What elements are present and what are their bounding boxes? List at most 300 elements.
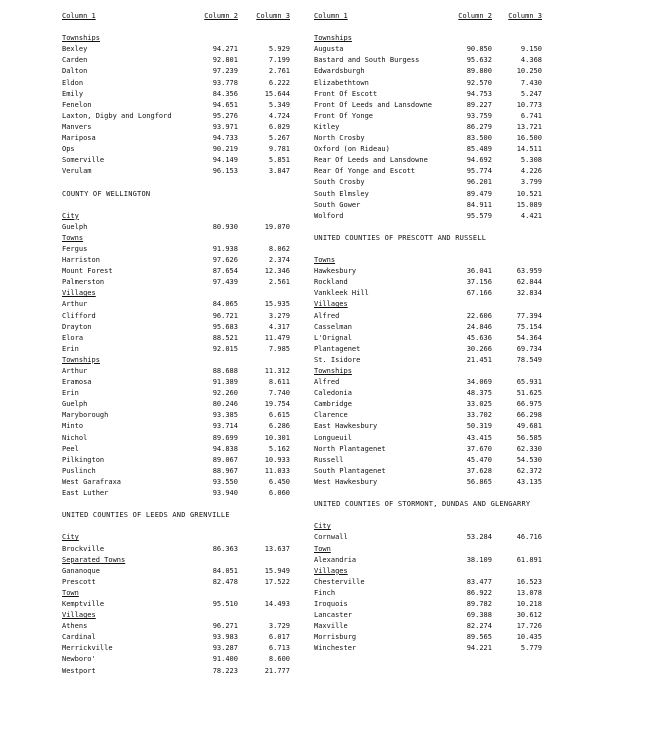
- cell-column-1: Cornwall: [314, 533, 348, 542]
- section-heading: [62, 555, 298, 566]
- cell-column-3: 11.033: [264, 466, 290, 475]
- cell-column-3: 3.799: [520, 178, 542, 187]
- table-row: [314, 177, 546, 188]
- section-heading: [62, 532, 298, 543]
- cell-column-2: 21.451: [466, 355, 492, 364]
- table-row: [62, 621, 298, 632]
- cell-column-1: Merrickville: [62, 644, 113, 653]
- blank-row: [314, 22, 546, 33]
- cell-column-3: 51.625: [516, 389, 542, 398]
- cell-column-1: Westport: [62, 666, 96, 675]
- cell-column-2: 90.219: [212, 145, 238, 154]
- cell-column-3: 6.017: [268, 633, 290, 642]
- cell-column-1: Clarence: [314, 411, 348, 420]
- cell-column-2: 95.510: [212, 599, 238, 608]
- table-row: [62, 244, 298, 255]
- cell-column-1: Puslinch: [62, 466, 96, 475]
- table-row: [314, 100, 546, 111]
- cell-column-2: 37.628: [466, 466, 492, 475]
- cell-column-3: 63.959: [516, 267, 542, 276]
- table-row: [314, 388, 546, 399]
- cell-column-3: 8.611: [268, 378, 290, 387]
- table-row: [314, 399, 546, 410]
- cell-column-3: 14.511: [516, 145, 542, 154]
- cell-column-3: 6.615: [268, 411, 290, 420]
- cell-column-1: Column 1: [314, 12, 348, 20]
- table-row: [62, 277, 298, 288]
- cell-column-3: 61.891: [516, 555, 542, 564]
- cell-column-1: Rear Of Yonge and Escott: [314, 167, 416, 176]
- cell-column-3: 65.931: [516, 378, 542, 387]
- cell-column-1: Erin: [62, 344, 79, 353]
- cell-column-3: 5.162: [268, 444, 290, 453]
- cell-column-1: South Crosby: [314, 178, 365, 187]
- blank-row: [62, 499, 298, 510]
- cell-column-3: 16.523: [516, 577, 542, 586]
- cell-column-1: Brockville: [62, 544, 105, 553]
- table-row: [314, 44, 546, 55]
- cell-column-1: Eldon: [62, 78, 84, 87]
- cell-column-2: 95.276: [212, 111, 238, 120]
- section-heading: [62, 211, 298, 222]
- cell-column-1: City: [62, 211, 79, 220]
- table-row: [314, 555, 546, 566]
- blank-row: [314, 244, 546, 255]
- cell-column-2: 53.284: [466, 533, 492, 542]
- table-row: [62, 144, 298, 155]
- cell-column-2: 91.938: [212, 244, 238, 253]
- table-row: [314, 333, 546, 344]
- cell-column-3: 15.644: [264, 89, 290, 98]
- cell-column-2: 92.015: [212, 344, 238, 353]
- table-row: [314, 144, 546, 155]
- cell-column-1: Front Of Leeds and Lansdowne: [314, 100, 433, 109]
- cell-column-3: 7.199: [268, 56, 290, 65]
- cell-column-3: 5.851: [268, 156, 290, 165]
- table-row: [62, 488, 298, 499]
- cell-column-2: 89.565: [466, 633, 492, 642]
- cell-column-2: 91.400: [212, 655, 238, 664]
- cell-column-1: South Plantagenet: [314, 466, 386, 475]
- cell-column-2: 87.654: [212, 267, 238, 276]
- table-row: [314, 322, 546, 333]
- cell-column-1: Chesterville: [314, 577, 365, 586]
- table-row: [62, 666, 298, 677]
- cell-column-2: 34.069: [466, 378, 492, 387]
- cell-column-1: Pilkington: [62, 455, 105, 464]
- cell-column-2: 93.971: [212, 122, 238, 131]
- cell-column-1: COUNTY OF WELLINGTON: [62, 189, 151, 198]
- cell-column-2: 94.753: [466, 89, 492, 98]
- cell-column-1: Iroquois: [314, 599, 348, 608]
- right-column: [314, 11, 546, 654]
- section-heading: [314, 566, 546, 577]
- cell-column-3: 66.298: [516, 411, 542, 420]
- cell-column-3: 7.740: [268, 389, 290, 398]
- cell-column-1: Carden: [62, 56, 88, 65]
- cell-column-1: Oxford (on Rideau): [314, 145, 390, 154]
- cell-column-1: Guelph: [62, 222, 88, 231]
- cell-column-3: 10.301: [264, 433, 290, 442]
- table-row: [62, 222, 298, 233]
- section-heading: [62, 355, 298, 366]
- cell-column-3: 3.279: [268, 311, 290, 320]
- cell-column-2: 84.356: [212, 89, 238, 98]
- table-row: [62, 654, 298, 665]
- cell-column-2: 80.246: [212, 400, 238, 409]
- cell-column-2: 36.041: [466, 267, 492, 276]
- cell-column-3: 10.218: [516, 599, 542, 608]
- cell-column-1: City: [314, 522, 331, 531]
- cell-column-3: 6.286: [268, 422, 290, 431]
- cell-column-1: Bastard and South Burgess: [314, 56, 420, 65]
- cell-column-2: 93.287: [212, 644, 238, 653]
- cell-column-1: Longueuil: [314, 433, 352, 442]
- table-row: [62, 477, 298, 488]
- table-row: [314, 433, 546, 444]
- table-row: [62, 599, 298, 610]
- cell-column-2: Column 2: [458, 12, 492, 20]
- cell-column-3: 78.549: [516, 355, 542, 364]
- cell-column-2: 38.109: [466, 555, 492, 564]
- table-row: [62, 433, 298, 444]
- table-row: [62, 266, 298, 277]
- cell-column-3: 11.312: [264, 367, 290, 375]
- cell-column-3: 66.975: [516, 400, 542, 409]
- cell-column-2: 84.065: [212, 300, 238, 309]
- section-heading: [314, 544, 546, 555]
- cell-column-2: 89.227: [466, 100, 492, 109]
- cell-column-3: Column 3: [256, 12, 290, 20]
- cell-column-2: 92.801: [212, 56, 238, 65]
- cell-column-2: 86.279: [466, 122, 492, 131]
- cell-column-1: Casselman: [314, 322, 352, 331]
- cell-column-1: Lancaster: [314, 611, 352, 620]
- section-heading: [62, 588, 298, 599]
- cell-column-2: 93.759: [466, 111, 492, 120]
- table-row: [62, 421, 298, 432]
- cell-column-1: Townships: [314, 367, 352, 375]
- cell-column-1: Mount Forest: [62, 267, 113, 276]
- cell-column-2: 37.670: [466, 444, 492, 453]
- cell-column-3: 69.734: [516, 344, 542, 353]
- section-heading: [314, 299, 546, 310]
- cell-column-1: Augusta: [314, 45, 344, 54]
- cell-column-1: Somerville: [62, 156, 105, 165]
- cell-column-1: Townships: [314, 34, 352, 43]
- cell-column-3: 17.522: [264, 577, 290, 586]
- section-heading: [62, 33, 298, 44]
- cell-column-3: 2.374: [268, 256, 290, 265]
- table-row: [314, 211, 546, 222]
- section-heading: [314, 521, 546, 532]
- cell-column-3: 6.713: [268, 644, 290, 653]
- cell-column-2: 89.800: [466, 67, 492, 76]
- cell-column-2: 48.375: [466, 389, 492, 398]
- cell-column-1: Fergus: [62, 244, 88, 253]
- cell-column-2: 94.733: [212, 134, 238, 143]
- cell-column-1: Arthur: [62, 300, 88, 309]
- table-row: [62, 311, 298, 322]
- blank-row: [62, 22, 298, 33]
- cell-column-3: 9.150: [520, 45, 542, 54]
- cell-column-1: West Hawkesbury: [314, 477, 378, 486]
- table-row: [62, 322, 298, 333]
- cell-column-3: 16.500: [516, 134, 542, 143]
- cell-column-2: 86.363: [212, 544, 238, 553]
- cell-column-1: Elizabethtown: [314, 78, 369, 87]
- section-heading: [62, 288, 298, 299]
- cell-column-3: 5.267: [268, 134, 290, 143]
- cell-column-2: 45.470: [466, 455, 492, 464]
- table-row: [314, 55, 546, 66]
- table-row: [314, 78, 546, 89]
- cell-column-3: 8.600: [268, 655, 290, 664]
- cell-column-2: 94.149: [212, 156, 238, 165]
- cell-column-1: Town: [314, 544, 331, 553]
- table-row: [314, 166, 546, 177]
- cell-column-1: Morrisburg: [314, 633, 357, 642]
- cell-column-1: UNITED COUNTIES OF PRESCOTT AND RUSSELL: [314, 233, 487, 242]
- cell-column-3: 9.781: [268, 145, 290, 154]
- cell-column-3: 19.754: [264, 400, 290, 409]
- cell-column-1: Caledonia: [314, 389, 352, 398]
- cell-column-2: 89.067: [212, 455, 238, 464]
- table-row: [314, 344, 546, 355]
- cell-column-1: Edwardsburgh: [314, 67, 365, 76]
- cell-column-1: North Crosby: [314, 134, 365, 143]
- cell-column-1: Emily: [62, 89, 84, 98]
- cell-column-1: Ops: [62, 145, 75, 154]
- cell-column-2: 33.025: [466, 400, 492, 409]
- cell-column-3: 19.070: [264, 222, 290, 231]
- cell-column-3: 13.637: [264, 544, 290, 553]
- cell-column-2: 85.489: [466, 145, 492, 154]
- cell-column-3: 5.349: [268, 100, 290, 109]
- cell-column-3: 6.450: [268, 477, 290, 486]
- cell-column-1: Dalton: [62, 67, 88, 76]
- cell-column-3: 5.308: [520, 156, 542, 165]
- cell-column-2: 93.385: [212, 411, 238, 420]
- table-row: [314, 311, 546, 322]
- cell-column-1: Prescott: [62, 577, 96, 586]
- cell-column-1: Towns: [314, 256, 336, 265]
- table-row: [314, 89, 546, 100]
- cell-column-1: Nichol: [62, 433, 88, 442]
- table-row: [314, 155, 546, 166]
- cell-column-1: Maxville: [314, 622, 348, 631]
- table-row: [314, 200, 546, 211]
- table-row: [314, 455, 546, 466]
- blank-row: [62, 200, 298, 211]
- cell-column-1: Town: [62, 588, 79, 597]
- cell-column-2: 93.550: [212, 477, 238, 486]
- cell-column-3: 4.421: [520, 211, 542, 220]
- table-row: [314, 111, 546, 122]
- cell-column-3: 10.250: [516, 67, 542, 76]
- cell-column-2: 89.479: [466, 189, 492, 198]
- cell-column-2: 96.153: [212, 167, 238, 176]
- table-row: [314, 477, 546, 488]
- cell-column-2: 89.699: [212, 433, 238, 442]
- cell-column-2: 82.274: [466, 622, 492, 631]
- cell-column-3: 4.724: [268, 111, 290, 120]
- blank-row: [62, 177, 298, 188]
- table-row: [314, 66, 546, 77]
- cell-column-2: 83.477: [466, 577, 492, 586]
- cell-column-1: Erin: [62, 389, 79, 398]
- table-row: [314, 277, 546, 288]
- cell-column-1: Finch: [314, 588, 336, 597]
- section-heading: [314, 33, 546, 44]
- cell-column-1: Athens: [62, 622, 88, 631]
- cell-column-2: 69.388: [466, 611, 492, 620]
- cell-column-1: Rear Of Leeds and Lansdowne: [314, 156, 428, 165]
- table-header-row: [314, 11, 546, 22]
- cell-column-1: Newboro': [62, 655, 96, 664]
- table-row: [314, 410, 546, 421]
- cell-column-3: 32.834: [516, 289, 542, 298]
- cell-column-1: Wolford: [314, 211, 344, 220]
- cell-column-3: 4.226: [520, 167, 542, 176]
- cell-column-1: Towns: [62, 233, 84, 242]
- cell-column-1: Bexley: [62, 45, 88, 54]
- cell-column-3: 10.773: [516, 100, 542, 109]
- cell-column-2: 94.838: [212, 444, 238, 453]
- cell-column-3: 75.154: [516, 322, 542, 331]
- table-row: [62, 133, 298, 144]
- cell-column-1: Villages: [62, 611, 96, 620]
- cell-column-3: 21.777: [264, 666, 290, 675]
- cell-column-1: Palmerston: [62, 278, 105, 287]
- cell-column-2: 22.606: [466, 311, 492, 320]
- cell-column-1: East Luther: [62, 489, 109, 498]
- table-row: [314, 532, 546, 543]
- table-row: [62, 66, 298, 77]
- table-row: [314, 610, 546, 621]
- cell-column-2: 83.500: [466, 134, 492, 143]
- cell-column-2: 95.774: [466, 167, 492, 176]
- table-row: [62, 643, 298, 654]
- cell-column-3: 6.741: [520, 111, 542, 120]
- cell-column-3: 54.530: [516, 455, 542, 464]
- section-heading: [62, 610, 298, 621]
- table-row: [62, 444, 298, 455]
- blank-row: [314, 488, 546, 499]
- county-heading: [62, 510, 298, 521]
- cell-column-2: 90.850: [466, 45, 492, 54]
- cell-column-3: 11.479: [264, 333, 290, 342]
- table-row: [62, 344, 298, 355]
- cell-column-1: Alfred: [314, 311, 340, 320]
- cell-column-3: 7.985: [268, 344, 290, 353]
- cell-column-3: 62.844: [516, 278, 542, 287]
- table-row: [314, 466, 546, 477]
- table-row: [62, 89, 298, 100]
- left-column: [62, 11, 298, 677]
- cell-column-2: 82.478: [212, 577, 238, 586]
- cell-column-2: 94.692: [466, 156, 492, 165]
- cell-column-2: 84.051: [212, 566, 238, 575]
- cell-column-2: 86.922: [466, 588, 492, 597]
- cell-column-3: 10.933: [264, 455, 290, 464]
- cell-column-2: 92.570: [466, 78, 492, 87]
- cell-column-1: Alfred: [314, 378, 340, 387]
- cell-column-2: 93.940: [212, 489, 238, 498]
- cell-column-3: 15.935: [264, 300, 290, 309]
- cell-column-3: 3.847: [268, 167, 290, 176]
- cell-column-1: West Garafraxa: [62, 477, 122, 486]
- table-row: [314, 621, 546, 632]
- cell-column-2: 96.201: [466, 178, 492, 187]
- cell-column-3: 4.368: [520, 56, 542, 65]
- cell-column-3: 8.062: [268, 244, 290, 253]
- cell-column-1: Villages: [314, 300, 348, 309]
- cell-column-3: 17.726: [516, 622, 542, 631]
- cell-column-3: 5.929: [268, 45, 290, 54]
- table-row: [314, 421, 546, 432]
- cell-column-3: 12.346: [264, 267, 290, 276]
- table-row: [314, 133, 546, 144]
- table-row: [62, 455, 298, 466]
- cell-column-3: 43.135: [516, 477, 542, 486]
- table-row: [62, 55, 298, 66]
- cell-column-1: South Elmsley: [314, 189, 369, 198]
- cell-column-2: 84.911: [466, 200, 492, 209]
- blank-row: [314, 222, 546, 233]
- cell-column-1: UNITED COUNTIES OF STORMONT, DUNDAS AND GLENGARRY: [314, 500, 531, 509]
- cell-column-3: 46.716: [516, 533, 542, 542]
- cell-column-1: Cambridge: [314, 400, 352, 409]
- cell-column-1: Arthur: [62, 367, 88, 375]
- cell-column-3: 30.612: [516, 611, 542, 620]
- cell-column-2: 33.702: [466, 411, 492, 420]
- section-heading: [314, 255, 546, 266]
- cell-column-2: 93.714: [212, 422, 238, 431]
- cell-column-1: Mariposa: [62, 134, 96, 143]
- cell-column-3: 5.779: [520, 644, 542, 653]
- cell-column-3: 10.435: [516, 633, 542, 642]
- table-row: [62, 333, 298, 344]
- table-row: [62, 255, 298, 266]
- cell-column-1: UNITED COUNTIES OF LEEDS AND GRENVILLE: [62, 511, 230, 520]
- table-row: [62, 100, 298, 111]
- cell-column-3: 6.222: [268, 78, 290, 87]
- cell-column-1: Drayton: [62, 322, 92, 331]
- cell-column-3: 10.521: [516, 189, 542, 198]
- cell-column-1: Fenelon: [62, 100, 92, 109]
- cell-column-1: Guelph: [62, 400, 88, 409]
- cell-column-1: North Plantagenet: [314, 444, 386, 453]
- table-row: [62, 577, 298, 588]
- cell-column-2: 97.439: [212, 278, 238, 287]
- table-row: [314, 377, 546, 388]
- cell-column-1: Peel: [62, 444, 79, 453]
- table-row: [314, 266, 546, 277]
- table-row: [62, 166, 298, 177]
- table-row: [314, 577, 546, 588]
- table-row: [314, 588, 546, 599]
- cell-column-3: 77.394: [516, 311, 542, 320]
- cell-column-3: Column 3: [508, 12, 542, 20]
- table-row: [62, 155, 298, 166]
- cell-column-2: 80.930: [212, 222, 238, 231]
- cell-column-1: Hawkesbury: [314, 267, 357, 276]
- cell-column-2: 30.266: [466, 344, 492, 353]
- cell-column-2: 97.626: [212, 256, 238, 265]
- cell-column-3: 13.078: [516, 588, 542, 597]
- cell-column-1: Alexandria: [314, 555, 357, 564]
